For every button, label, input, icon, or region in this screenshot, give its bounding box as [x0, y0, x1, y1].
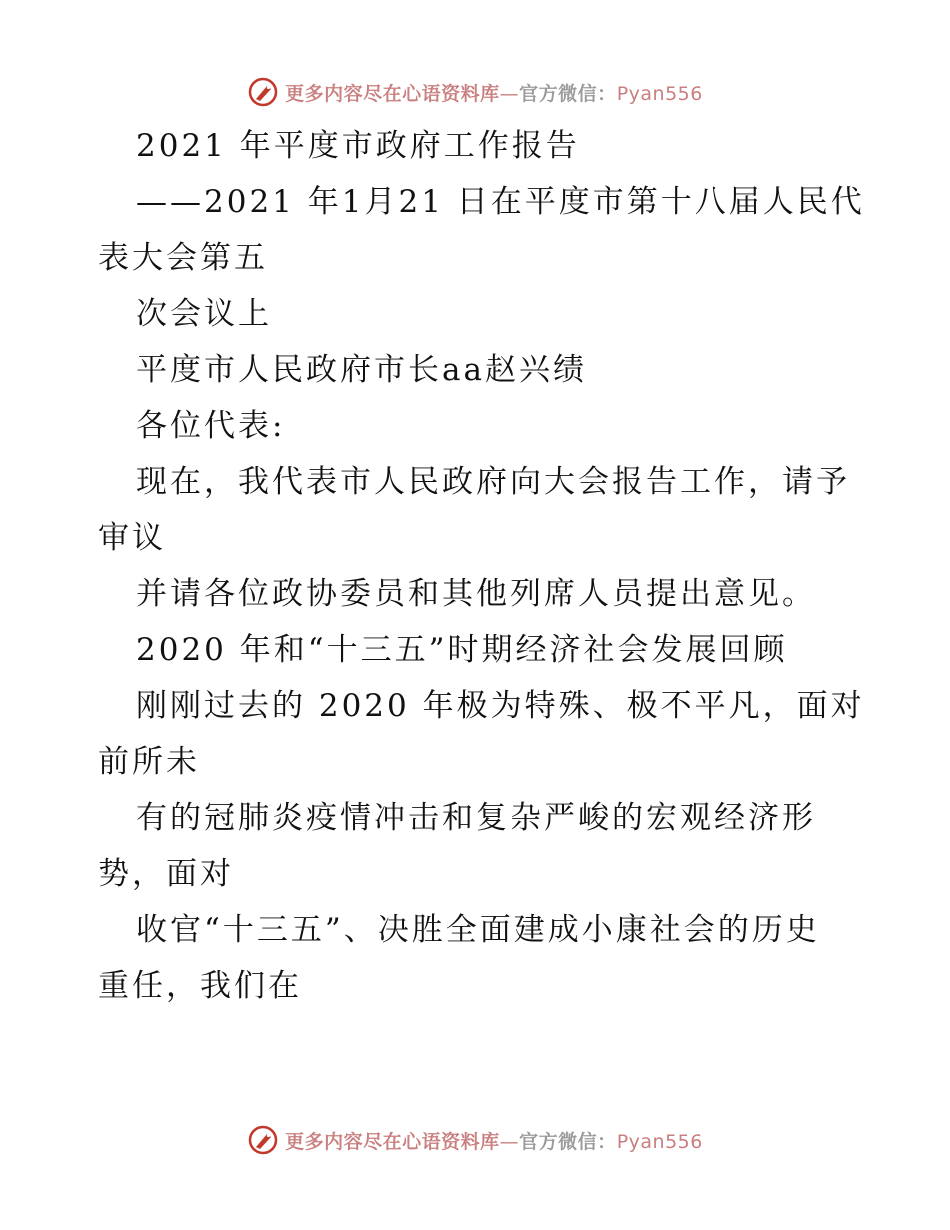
- document-body: [98, 118, 888, 1014]
- report-author: 平度市人民政府市长aa赵兴绩: [136, 352, 587, 388]
- watermark-separator: —: [499, 1130, 520, 1153]
- salutation: 各位代表:: [136, 408, 286, 444]
- paragraph-line: 重任，我们在: [98, 968, 302, 1004]
- paragraph-line: 有的冠肺炎疫情冲击和复杂严峻的宏观经济形: [136, 800, 816, 836]
- paragraph-line: 刚刚过去的 2020 年极为特殊、极不平凡，面对: [136, 688, 865, 724]
- paragraph-line: 收官“十三五”、决胜全面建成小康社会的历史: [136, 912, 820, 948]
- report-subtitle-line: ——2021 年1月21 日在平度市第十八届人民代: [136, 184, 865, 220]
- section-heading: 2020 年和“十三五”时期经济社会发展回顾: [136, 632, 788, 668]
- watermark-brand: 更多内容尽在心语资料库: [285, 1130, 500, 1153]
- report-title: 2021 年平度市政府工作报告: [136, 128, 580, 164]
- report-subtitle-line: 表大会第五: [98, 240, 268, 276]
- watermark-footer: [0, 1120, 950, 1160]
- watermark-account: Pyan556: [616, 82, 703, 105]
- watermark-label: 官方微信：: [519, 82, 617, 105]
- watermark-header: [0, 72, 950, 112]
- report-subtitle-line: 次会议上: [136, 296, 272, 332]
- watermark-text: [285, 79, 703, 106]
- paragraph-line: 审议: [98, 520, 166, 556]
- watermark-brand: 更多内容尽在心语资料库: [285, 82, 500, 105]
- watermark-text: [285, 1127, 703, 1154]
- pen-nib-icon: [247, 76, 279, 108]
- paragraph-line: 现在，我代表市人民政府向大会报告工作，请予: [136, 464, 850, 500]
- watermark-account: Pyan556: [616, 1130, 703, 1153]
- pen-nib-icon: [247, 1124, 279, 1156]
- watermark-label: 官方微信：: [519, 1130, 617, 1153]
- paragraph-line: 并请各位政协委员和其他列席人员提出意见。: [136, 576, 816, 612]
- paragraph-line: 势，面对: [98, 856, 234, 892]
- watermark-separator: —: [499, 82, 520, 105]
- paragraph-line: 前所未: [98, 744, 200, 780]
